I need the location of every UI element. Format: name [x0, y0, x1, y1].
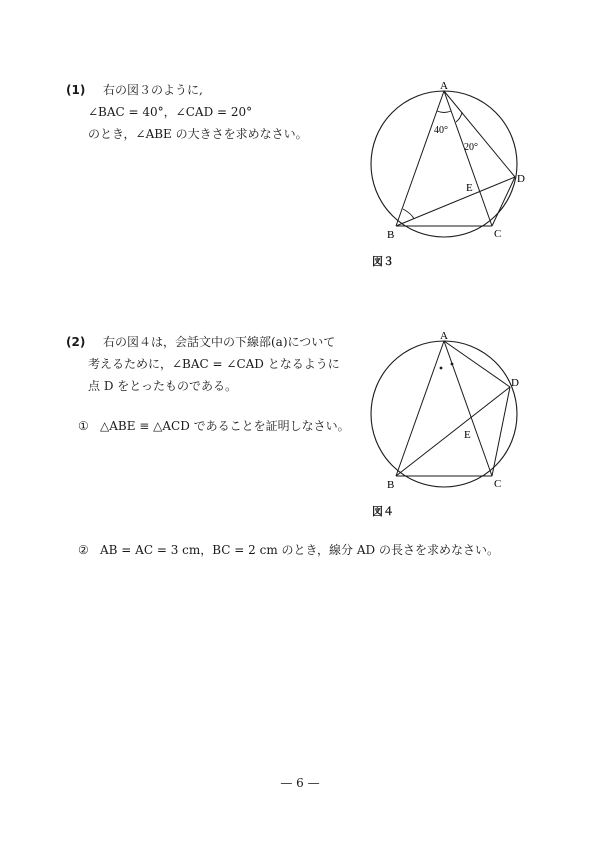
q2-line2: 考えるために，∠BAC = ∠CAD となるように	[88, 357, 340, 371]
segment-cd	[492, 387, 510, 476]
segment-ab	[396, 91, 444, 226]
angle-abe-arc	[403, 209, 414, 219]
point-e-label: E	[466, 182, 473, 194]
figure-4	[360, 330, 540, 500]
point-a-label: A	[440, 80, 448, 92]
segment-ad	[444, 341, 510, 387]
q2-line1: 右の図４は，会話文中の下線部(a)について	[103, 335, 336, 349]
q2-number: (2)	[66, 335, 86, 349]
angle-bac-arc	[437, 111, 451, 113]
angle-mark-dot-1	[440, 367, 443, 370]
segment-ac	[444, 341, 492, 476]
point-b-label: B	[387, 229, 395, 241]
point-d-label: D	[517, 173, 525, 185]
point-c-label: C	[494, 478, 502, 490]
angle-mark-dot-2	[451, 363, 454, 366]
angle-40-label: 40°	[434, 125, 448, 136]
angle-cad-arc	[456, 112, 462, 122]
point-b-label: B	[387, 479, 395, 491]
point-c-label: C	[494, 228, 502, 240]
q2-line3: 点 D をとったものである。	[88, 379, 238, 393]
page-number: — 6 —	[280, 776, 320, 790]
segment-ab	[396, 341, 444, 476]
point-e-label: E	[464, 429, 471, 441]
circumcircle	[371, 341, 517, 487]
angle-20-label: 20°	[464, 142, 478, 153]
segment-cd	[492, 177, 515, 226]
figure-4-caption: 図４	[372, 505, 394, 518]
figure-3-caption: 図３	[372, 255, 394, 268]
segment-ad	[444, 91, 515, 177]
figure-3	[360, 80, 540, 250]
segment-ac	[444, 91, 492, 226]
point-d-label: D	[511, 377, 519, 389]
q1-line3: のとき，∠ABE の大きさを求めなさい。	[88, 127, 308, 141]
q1-line1: 右の図３のように,	[103, 83, 203, 97]
q2-sub2-marker: ②	[78, 543, 89, 557]
q2-sub1-marker: ①	[78, 419, 89, 433]
point-a-label: A	[440, 330, 448, 342]
q1-number: (1)	[66, 83, 86, 97]
q2-sub2-text: AB = AC = 3 cm，BC = 2 cm のとき，線分 AD の長さを求めなさい。	[100, 543, 499, 557]
q2-sub1-text: △ABE ≡ △ACD であることを証明しなさい。	[100, 419, 350, 433]
segment-bd	[396, 387, 510, 476]
q1-line2: ∠BAC = 40°，∠CAD = 20°	[88, 105, 253, 119]
